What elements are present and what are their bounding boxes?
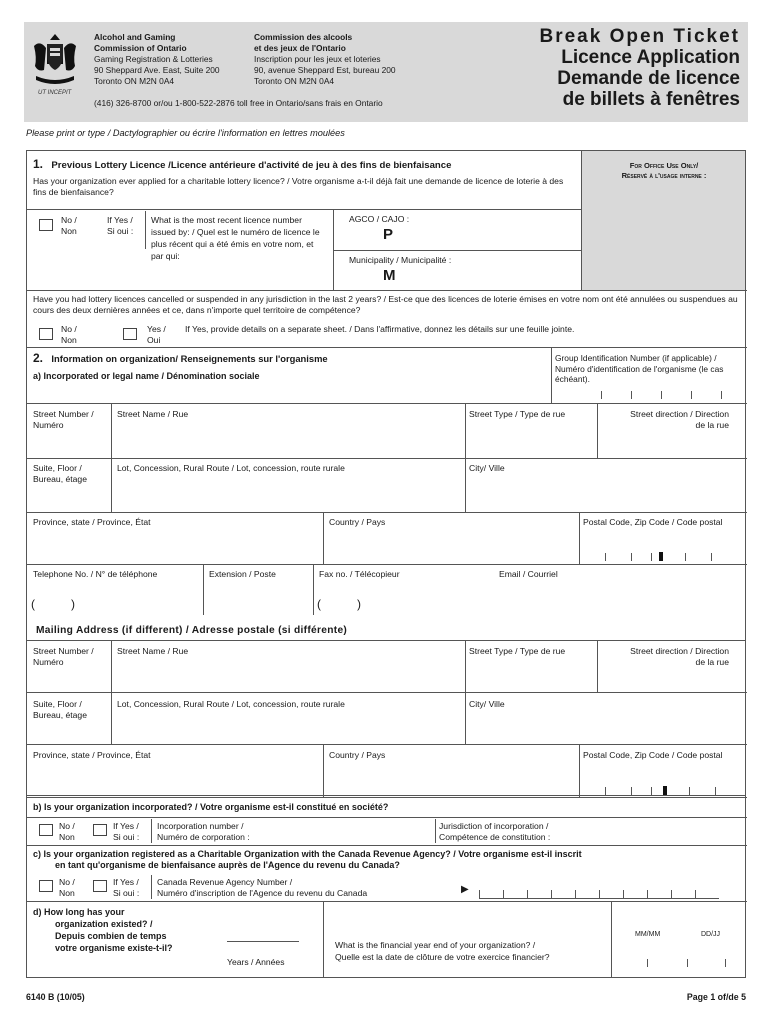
org-name-line: et des jeux de l'Ontario [254,43,346,53]
cancelled-question: Have you had lottery licences cancelled or suspended in any jurisdiction in the last 2 years? / Est-ce que des licences de loterie émises en votre nom ont été annulées ou suspendues au cours des deux dernières années et ce, dans n'importe quel territoire de compétence? [33,294,738,315]
agco-address-french [254,32,396,87]
section-2-heading [33,353,328,365]
agco-address-english [94,32,220,87]
label-fr: Numéro [33,419,64,430]
if-yes-label-en: If Yes / [107,215,133,225]
phone-line: (416) 326-8700 or/ou 1-800-522-2876 toll free in Ontario/sans frais en Ontario [94,98,383,108]
no-label [61,215,77,236]
prior-licence-no-checkbox[interactable] [39,219,53,231]
street-type-label: Street Type / Type de rue [469,409,566,419]
no-label-fr: Non [61,334,77,345]
office-use-line: For Office Use Only/ [629,161,699,170]
charitable-yes-label [113,877,139,898]
cancelled-yes-label [147,324,166,345]
label-en: Jurisdiction of incorporation / [439,821,549,831]
label-en: Street direction / Direction [630,646,729,656]
no-label-en: No / [59,877,75,887]
mail-country-label: Country / Pays [329,750,386,760]
postal-code-label: Postal Code, Zip Code / Code postal [583,517,723,527]
no-label-en: No / [61,324,77,334]
legal-name-label: a) Incorporated or legal name / Dénomination sociale [33,371,260,381]
no-label-fr: Non [59,887,75,898]
municipality-label: Municipality / Municipalité : [349,255,452,265]
incorporated-no-checkbox[interactable] [39,824,53,836]
charitable-no-label [59,877,75,898]
extension-label: Extension / Poste [209,569,276,579]
incorporation-number-label [157,821,250,842]
label-en: Canada Revenue Agency Number / [157,877,293,887]
label-fr: Quelle est la date de clôture de votre exercice financier? [335,952,550,962]
if-yes-label-fr: Si oui : [107,225,134,236]
cancelled-yes-checkbox[interactable] [123,328,137,340]
email-label: Email / Courriel [499,569,558,579]
street-name-label: Street Name / Rue [117,409,189,419]
street-line: 90, avenue Sheppard Est, bureau 200 [254,65,396,75]
label-fr: Bureau, étage [33,473,87,484]
telephone-label: Telephone No. / N° de téléphone [33,569,158,579]
mail-city-label: City/ Ville [469,699,505,709]
mail-postal-code-label: Postal Code, Zip Code / Code postal [583,750,723,760]
office-use-line: Réservé à l'usage interne : [621,171,707,180]
charitable-no-checkbox[interactable] [39,880,53,892]
cra-arrow-icon: ▶ [461,884,469,895]
no-label-en: No / [61,215,77,225]
suite-label [33,463,87,484]
if-yes-label-en: If Yes / [113,821,139,831]
label-en: Suite, Floor / [33,699,82,709]
print-instruction: Please print or type / Dactylographier ou écrire l'information en lettres moulées [26,128,345,138]
section-title: Information on organization/ Renseignements sur l'organisme [51,353,328,364]
no-label-fr: Non [61,225,77,236]
phone-area-open: ( [31,597,35,611]
cancelled-no-checkbox[interactable] [39,328,53,340]
group-id-label: Group Identification Number (if applicable) / Numéro d'identification de l'organisme (le cas échéant). [555,353,724,384]
if-yes-label-fr: Si oui : [113,831,140,842]
financial-year-question [335,939,550,963]
mail-province-label: Province, state / Province, État [33,750,151,760]
mailing-address-form [26,640,746,978]
incorporated-yes-checkbox[interactable] [93,824,107,836]
city-line: Toronto ON M2N 0A4 [254,76,335,86]
no-label-en: No / [59,821,75,831]
day-label: DD/JJ [701,931,721,938]
no-label-fr: Non [59,831,75,842]
existence-question-line: d) How long has your [33,907,125,917]
city-label: City/ Ville [469,463,505,473]
section-1-heading [33,159,451,172]
charitable-yes-checkbox[interactable] [93,880,107,892]
label-fr: de la rue [695,656,729,667]
mailing-address-heading: Mailing Address (if different) / Adresse postale (si différente) [36,625,348,636]
cancelled-detail-instruction: If Yes, provide details on a separate sheet. / Dans l'affirmative, donnez les détails sur une feuille jointe. [185,324,575,334]
fax-area-close: ) [357,597,361,611]
label-en: What is the financial year end of your organization? / [335,940,536,950]
years-label: Years / Années [227,957,285,967]
mail-street-name-label: Street Name / Rue [117,646,189,656]
incorporated-question: b) Is your organization incorporated? / Votre organisme est-il constitué en société? [33,802,389,812]
existence-question-line: votre organisme existe-t-il? [55,943,173,953]
label-en: Street Number / [33,646,94,656]
agco-prefix: P [383,226,394,243]
label-fr: Numéro de corporation : [157,831,250,842]
cancelled-no-label [61,324,77,345]
crest-motto: UT INCEPIT [38,90,72,96]
org-name-line: Alcohol and Gaming [94,32,176,42]
charitable-question-line: c) Is your organization registered as a Charitable Organization with the Canada Revenue Agency? / Votre organisme est-il inscrit [33,849,582,859]
label-fr: Numéro d'inscription de l'Agence du revenu du Canada [157,887,368,898]
street-number-label [33,409,94,430]
label-fr: Bureau, étage [33,709,87,720]
incorporated-yes-label [113,821,139,842]
incorporated-no-label [59,821,75,842]
section-title: Previous Lottery Licence /Licence antérieure d'activité de jeu à des fins de bienfaisance [51,160,452,171]
mail-street-type-label: Street Type / Type de rue [469,646,566,656]
prior-licence-question: Has your organization ever applied for a charitable lottery licence? / Votre organisme a-t-il déjà fait une demande de licence de loterie à des fins de bienfaisance? [33,176,564,197]
label-en: Street Number / [33,409,94,419]
street-line: 90 Sheppard Ave. East, Suite 200 [94,65,220,75]
section-number: 1. [33,157,44,171]
country-label: Country / Pays [329,517,386,527]
street-direction-label [603,409,729,430]
org-name-line: Commission des alcools [254,32,353,42]
dept-line: Gaming Registration & Lotteries [94,54,213,64]
charitable-question [33,849,582,870]
label-en: Suite, Floor / [33,463,82,473]
if-yes-label [107,215,133,236]
month-label: MM/MM [635,931,661,938]
cra-number-label [157,877,367,898]
ontario-coat-of-arms-icon [30,32,80,86]
page-number: Page 1 of/de 5 [686,992,746,1002]
title-line: de billets à fenêtres [562,89,740,110]
form-number: 6140 B (10/05) [26,992,85,1002]
form-title [539,26,740,110]
label-en: Incorporation number / [157,821,244,831]
dept-line: Inscription pour les jeux et loteries [254,54,381,64]
label-en: Street direction / Direction [630,409,729,419]
office-use-label [582,161,746,181]
office-use-box [581,151,745,290]
jurisdiction-label [439,821,550,842]
charitable-question-line: en tant qu'organisme de bienfaisance auprès de l'Agence du revenu du Canada? [55,859,400,870]
fax-label: Fax no. / Télécopieur [319,569,400,579]
mail-street-direction-label [603,646,729,667]
org-name-line: Commission of Ontario [94,43,187,53]
recent-licence-question: What is the most recent licence number issued by: / Quel est le numéro de licence le plus récent qui a été émis en votre nom, et par qui: [151,215,320,261]
title-line: Break Open Ticket [539,26,740,47]
if-yes-label-en: If Yes / [113,877,139,887]
if-yes-label-fr: Si oui : [113,887,140,898]
label-fr: Numéro [33,656,64,667]
existence-question-line: Depuis combien de temps [55,931,167,941]
title-line: Licence Application [561,47,740,68]
existence-question-line: organization existed? / [55,919,153,929]
mail-lot-concession-label: Lot, Concession, Rural Route / Lot, concession, route rurale [117,699,345,709]
label-fr: Compétence de constitution : [439,831,551,842]
city-line: Toronto ON M2N 0A4 [94,76,175,86]
section-number: 2. [33,351,44,365]
municipality-prefix: M [383,267,396,284]
yes-label-fr: Oui [147,334,161,345]
mail-suite-label [33,699,87,720]
letterhead [24,22,748,122]
title-line: Demande de licence [557,68,740,89]
lot-concession-label: Lot, Concession, Rural Route / Lot, concession, route rurale [117,463,345,473]
province-label: Province, state / Province, État [33,517,151,527]
phone-area-close: ) [71,597,75,611]
fax-area-open: ( [317,597,321,611]
existence-question [33,906,173,954]
mail-street-number-label [33,646,94,667]
yes-label-en: Yes / [147,324,166,334]
label-fr: de la rue [695,419,729,430]
agco-label: AGCO / CAJO : [349,214,410,224]
